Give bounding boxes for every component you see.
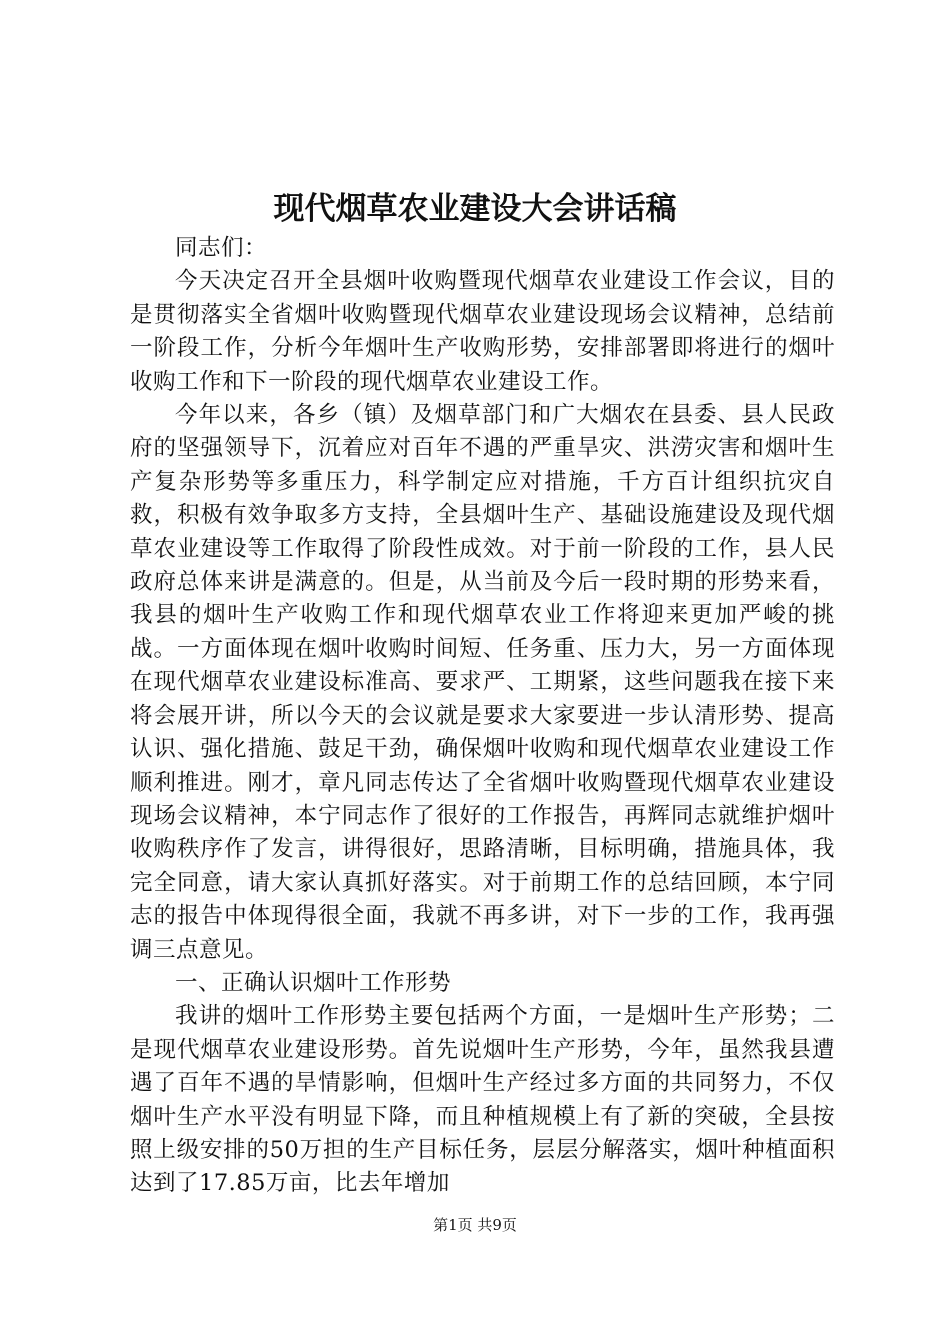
document-title: 现代烟草农业建设大会讲话稿 <box>273 191 677 227</box>
section-heading: 一、正确认识烟叶工作形势 <box>175 969 452 996</box>
body-paragraph: 今天决定召开全县烟叶收购暨现代烟草农业建设工作会议，目的是贯彻落实全省烟叶收购暨现代烟草农业建设现场会议精神，总结前一阶段工作，分析今年烟叶生产收购形势，安排部署即将进行的烟叶收购工作和下一阶段的现代烟草农业建设工作。 <box>130 268 835 395</box>
document-body <box>130 232 835 1201</box>
body-paragraph: 我讲的烟叶工作形势主要包括两个方面，一是烟叶生产形势；二是现代烟草农业建设形势。首先说烟叶生产形势，今年，虽然我县遭遇了百年不遇的旱情影响，但烟叶生产经过多方面的共同努力，不仅烟叶生产水平没有明显下降，而且种植规模上有了新的突破，全县按照上级安排的50万担的生产目标任务，层层分解落实，烟叶种植面积达到了17.85万亩，比去年增加 <box>130 1003 835 1197</box>
page-number-footer: 第1页 共9页 <box>433 1216 517 1234</box>
salutation-paragraph: 同志们： <box>175 235 268 261</box>
body-paragraph: 今年以来，各乡（镇）及烟草部门和广大烟农在县委、县人民政府的坚强领导下，沉着应对百年不遇的严重旱灾、洪涝灾害和烟叶生产复杂形势等多重压力，科学制定应对措施，千方百计组织抗灾自救，积极有效争取多方支持，全县烟叶生产、基础设施建设及现代烟草农业建设等工作取得了阶段性成效。对于前一阶段的工作，县人民政府总体来讲是满意的。但是，从当前及今后一段时期的形势来看，我县的烟叶生产收购工作和现代烟草农业工作将迎来更加严峻的挑战。一方面体现在烟叶收购时间短、任务重、压力大，另一方面体现在现代烟草农业建设标准高、要求严、工期紧，这些问题我在接下来将会展开讲，所以今天的会议就是要求大家要进一步认清形势、提高认识、强化措施、鼓足干劲，确保烟叶收购和现代烟草农业建设工作顺利推进。刚才，章凡同志传达了全省烟叶收购暨现代烟草农业建设现场会议精神，本宁同志作了很好的工作报告，再辉同志就维护烟叶收购秩序作了发言，讲得很好，思路清晰，目标明确，措施具体，我完全同意，请大家认真抓好落实。对于前期工作的总结回顾，本宁同志的报告中体现得很全面，我就不再多讲，对下一步的工作，我再强调三点意见。 <box>130 402 835 963</box>
